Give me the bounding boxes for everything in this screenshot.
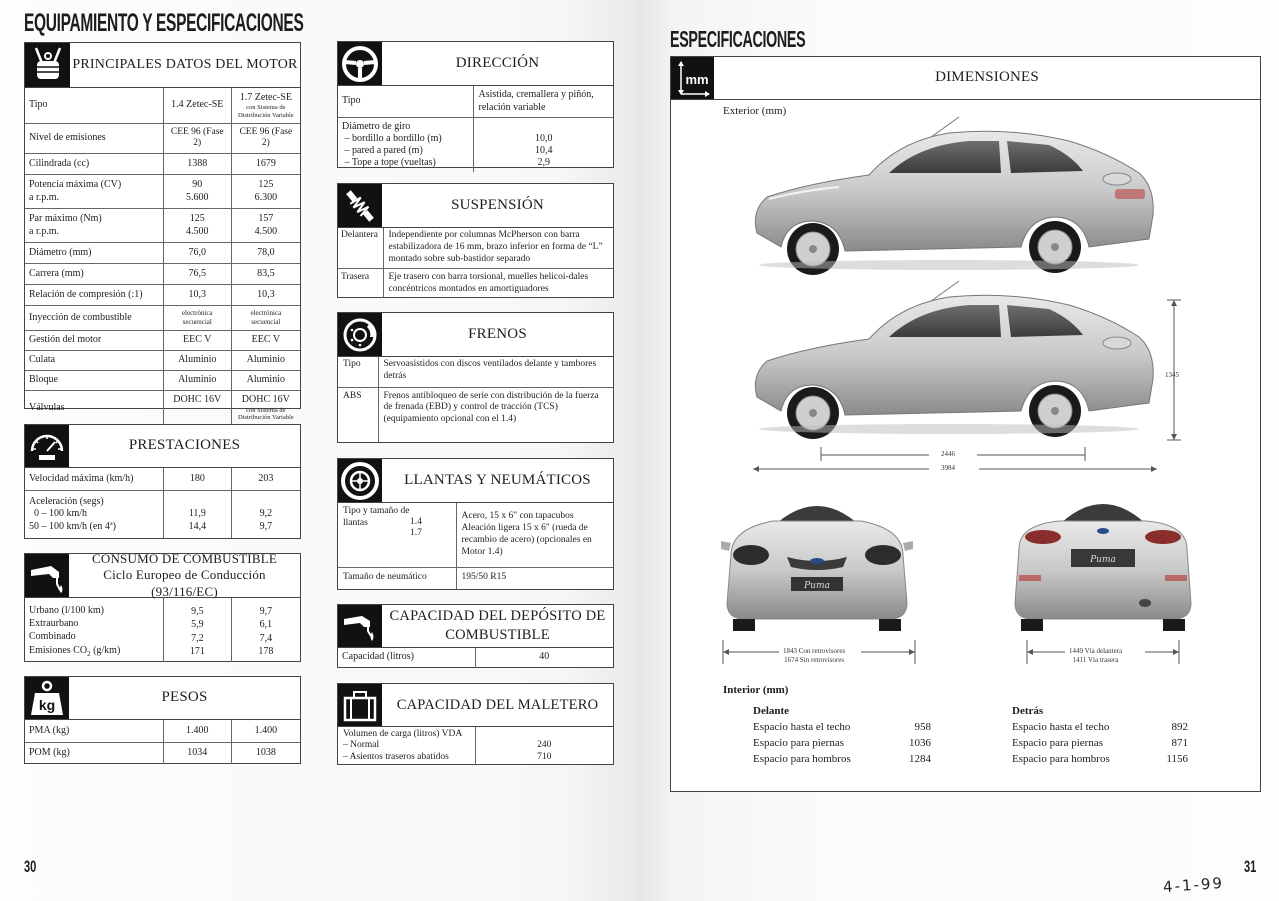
page-heading-right: ESPECIFICACIONES [670, 26, 806, 52]
direccion-table [338, 86, 613, 172]
table-row: POM (kg) 1034 1038 [25, 742, 300, 764]
table-row: Espacio hasta el techo 958 [753, 721, 931, 733]
llantas-title: LLANTAS Y NEUMÁTICOS [404, 471, 591, 488]
interior-delante: Delante Espacio hasta el techo 958 Espacio para piernas 1036 Espacio para hombros 1284 [753, 705, 931, 767]
weight-kg-icon [25, 677, 69, 719]
left-page [0, 0, 636, 901]
page-number-left: 30 [24, 857, 37, 876]
car-front-view-image [717, 485, 917, 635]
steering-wheel-icon [338, 42, 382, 85]
fuel-nozzle-icon [25, 554, 69, 597]
fuel-pump-icon [338, 605, 382, 647]
table-row [25, 88, 300, 123]
pesos-title: PESOS [161, 689, 208, 706]
prestaciones-box [24, 424, 301, 539]
shock-absorber-icon [338, 184, 382, 227]
table-row: Carrera (mm) 76,5 83,5 [25, 264, 300, 285]
motor-title: PRINCIPALES DATOS DEL MOTOR [72, 56, 298, 72]
length-value: 3984 [941, 464, 955, 472]
col-header-2: 1.7 Zetec-SE con Sistema de Distribución Variable [231, 88, 300, 123]
table-row: Delantera Independiente por columnas McPherson con barra estabilizadora de 16 mm, brazo inferior en forma de “L” montado sobre sub-bastidor separado [338, 228, 613, 268]
length-dimension-line [751, 461, 1159, 477]
row-label: Tipo [25, 88, 163, 123]
rear-badge-text: Puma [1090, 555, 1116, 565]
exterior-label: Exterior (mm) [723, 105, 787, 117]
table-row: Espacio para hombros 1156 [1012, 752, 1188, 765]
handwritten-date: 4-1-99 [1162, 873, 1225, 897]
table-row: Volumen de carga (litros) VDA – Normal – Asientos traseros abatidos 240 710 [338, 727, 613, 765]
brake-disc-icon [338, 313, 382, 356]
suspension-box [337, 183, 614, 298]
page-number-right: 31 [1244, 857, 1257, 876]
table-row: Cilindrada (cc) 1388 1679 [25, 154, 300, 175]
height-dimension-line [1164, 299, 1184, 441]
car-side-view-image [749, 115, 1159, 275]
svg-text:kg: kg [38, 697, 56, 713]
frenos-table [338, 357, 613, 442]
consumo-title: CONSUMO DE COMBUSTIBLE [92, 551, 277, 567]
table-row: Diámetro de giro – bordillo a bordillo (m) – pared a pared (m) – Tope a tope (vueltas) 10,0 10,4 2,9 [338, 118, 613, 173]
front-badge-text: Puma [804, 581, 830, 591]
interior-label: Interior (mm) [723, 684, 789, 696]
table-row: Válvulas DOHC 16V DOHC 16V con Sistema de Distribución Variable [25, 390, 300, 425]
motor-specs-box [24, 42, 301, 422]
table-row: Trasera Eje trasero con barra torsional, muelles helicoi-dales concéntricos montados en amortiguadores [338, 268, 613, 298]
maletero-table [338, 727, 613, 765]
height-value: 1345 [1165, 371, 1179, 379]
table-row: Inyección de combustible electrónica secuencial electrónica secuencial [25, 306, 300, 331]
table-row: Diámetro (mm) 76,0 78,0 [25, 243, 300, 264]
suitcase-icon [338, 684, 382, 726]
prestaciones-table [25, 468, 300, 538]
rear-track-values: 1449 Vía delantera 1411 Vía trasera [1069, 647, 1123, 664]
table-row: PMA (kg) 1.400 1.400 [25, 720, 300, 742]
table-row: Potencia máxima (CV) a r.p.m. 90 5.600 125 6.300 [25, 175, 300, 209]
table-row: Espacio hasta el techo 892 [1012, 721, 1188, 733]
pesos-box [24, 676, 301, 764]
maletero-title: CAPACIDAD DEL MALETERO [396, 696, 599, 713]
dimensiones-box [670, 56, 1261, 792]
table-row: Urbano (l/100 km) Extraurbano Combinado Emisiones $CO_2$ (g/km) 9,5 5,9 7,2 171 9,7 6,1 7,4 178 [25, 598, 300, 662]
suspension-table [338, 228, 613, 298]
frenos-box [337, 312, 614, 443]
table-row: Aceleración (segs) 0 – 100 km/h 50 – 100 km/h (en 4ª) 11,9 14,4 9,2 9,7 [25, 490, 300, 538]
page-heading: EQUIPAMIENTO Y ESPECIFICACIONES [24, 9, 304, 37]
piston-icon [25, 43, 70, 87]
table-row: Espacio para piernas 1036 [753, 736, 931, 749]
table-row: Bloque Aluminio Aluminio [25, 370, 300, 390]
direccion-box [337, 41, 614, 168]
table-row: Gestión del motor EEC V EEC V [25, 330, 300, 350]
svg-text:mm: mm [684, 72, 709, 87]
table-row: Espacio para piernas 871 [1012, 736, 1188, 749]
dimensiones-title: DIMENSIONES [935, 69, 1039, 86]
table-row: Tipo Servoasistidos con discos ventilados delante y tambores detrás [338, 357, 613, 387]
speedometer-icon [25, 425, 69, 467]
suspension-title: SUSPENSIÓN [451, 196, 544, 213]
table-row: Velocidad máxima (km/h) 180 203 [25, 468, 300, 490]
right-page [636, 0, 1279, 901]
table-row: Tipo Asistida, cremallera y piñón, relación variable [338, 86, 613, 118]
table-row: Tipo y tamaño de llantas 1.4 1.7 Acero, 15 x 6" con tapacubos Aleación ligera 15 x 6" (rueda de recambio de acero) (opcionales en Motor 1.4) [338, 503, 613, 567]
consumo-subtitle: Ciclo Europeo de Conducción (93/116/EC) [103, 567, 266, 599]
prestaciones-title: PRESTACIONES [128, 437, 241, 454]
table-row: ABS Frenos antibloqueo de serie con distribución de la fuerza de frenada (EBD) y control de tracción (TCS) (equipamiento opcional con el 1.4) [338, 387, 613, 442]
llantas-box [337, 458, 614, 590]
car-rear-view-image [1005, 485, 1201, 635]
pesos-table [25, 720, 300, 764]
maletero-box [337, 683, 614, 765]
direccion-title: DIRECCIÓN [455, 54, 540, 71]
deposito-title: CAPACIDAD DEL DEPÓSITO DE COMBUSTIBLE [389, 608, 606, 643]
consumo-box [24, 553, 301, 662]
tyre-icon [338, 459, 382, 502]
table-row: Par máximo (Nm) a r.p.m. 125 4.500 157 4.500 [25, 209, 300, 243]
deposito-box [337, 604, 614, 668]
table-row: Espacio para hombros 1284 [753, 752, 931, 765]
interior-detras: Detrás Espacio hasta el techo 892 Espacio para piernas 871 Espacio para hombros 1156 [1012, 705, 1188, 767]
table-row: Tamaño de neumático 195/50 R15 [338, 567, 613, 589]
front-width-values: 1843 Con retrovisores 1674 Sin retrovisores [783, 647, 846, 664]
table-row: Nivel de emisiones CEE 96 (Fase 2) CEE 96 (Fase 2) [25, 123, 300, 154]
table-row: Relación de compresión (:1) 10,3 10,3 [25, 285, 300, 306]
dimensions-mm-icon [671, 57, 714, 99]
llantas-table [338, 503, 613, 589]
car-side-view-dimensioned-image [749, 279, 1159, 439]
wheelbase-value: 2446 [941, 450, 955, 458]
frenos-title: FRENOS [468, 325, 527, 342]
table-row: Culata Aluminio Aluminio [25, 350, 300, 370]
deposito-table [338, 648, 613, 667]
col-header-1: 1.4 Zetec-SE [163, 88, 231, 123]
table-row: Capacidad (litros) 40 [338, 648, 613, 667]
consumo-table [25, 598, 300, 662]
motor-table [25, 88, 300, 425]
